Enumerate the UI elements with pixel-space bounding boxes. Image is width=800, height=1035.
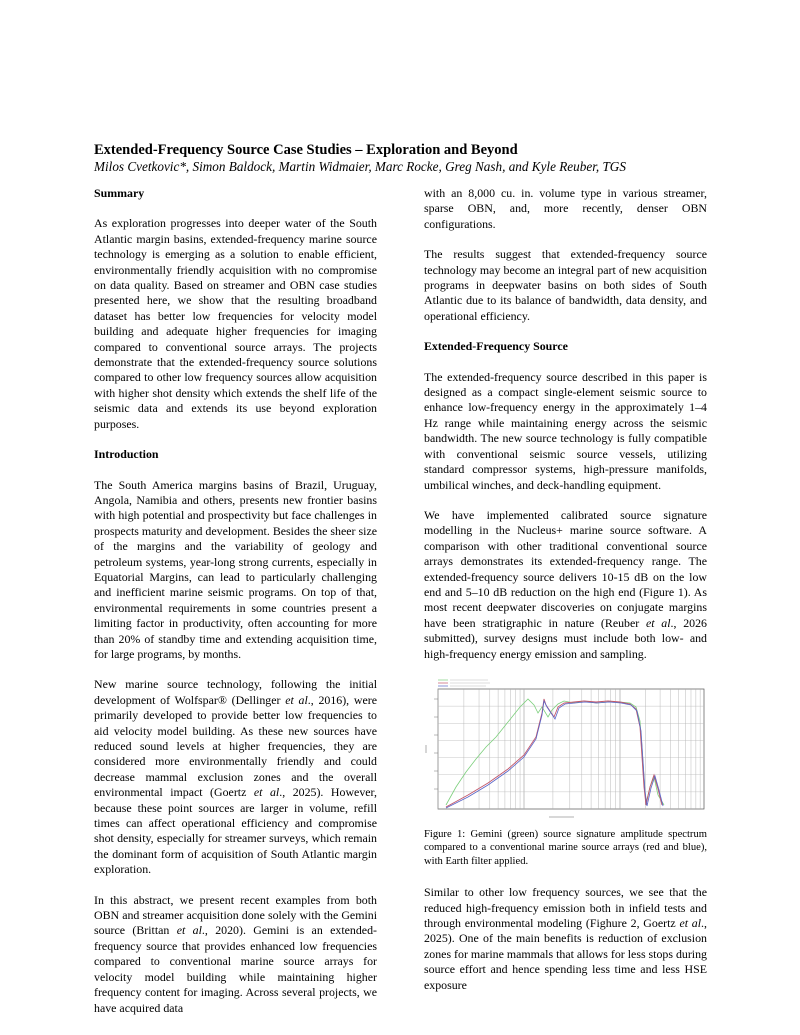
intro-paragraph-2: New marine source technology, following the initial development of Wolfspar® (Dellinger et al., 2016), were primarily developed to provide better low frequencies to aid velocity model building. As these new sources have reduced sound levels at higher frequencies, they are considered more environmentally friendly and could decrease mammal exclusion zones and the overall environmental impact (Goertz et al., 2025). However, because these point sources are larger in volume, refill times can affect operational efficiency and compromise shot density, especially for streamer surveys, which remain the dominant form of acquisition of South Atlantic margin exploration. — [94, 677, 377, 877]
chart-legend — [438, 680, 490, 686]
efs-paragraph: The extended-frequency source described in this paper is designed as a compact single-element seismic source to enhance low-frequency energy in the approximately 1–4 Hz range while maintaining energy across the seismic bandwidth. The new source technology is fully compatible with conventional seismic source vessels, utilizing standard compressor systems, high-pressure manifolds, umbilical winches, and deck-handling equipment. — [424, 369, 707, 492]
implementation-paragraph: We have implemented calibrated source signature modelling in the Nucleus+ marine source software. A comparison with other traditional conventional source arrays demonstrates its extended-frequency range. The extended-frequency source delivers 10-15 dB on the low end and 5–10 dB reduction on the high end (Figure 1). As most recent deepwater discoveries on conjugate margins have been stratigraphic in nature (Reuber et al., 2026 submitted), survey designs must include both low- and high-frequency energy emission and sampling. — [424, 507, 707, 661]
paper-title: Extended-Frequency Source Case Studies – Exploration and Beyond — [94, 142, 518, 158]
results-paragraph: The results suggest that extended-frequency source technology may become an integral part of new acquisition programs in deepwater basins on both sides of South Atlantic due to its balance of bandwidth, data density, and operational efficiency. — [424, 247, 707, 323]
summary-paragraph: As exploration progresses into deeper water of the South Atlantic margin basins, extended-frequency marine source technology is emerging as a solution to enable efficient, environmentally friendly acquisition with no compromise on data quality. Based on streamer and OBN case studies presented here, we show that the resulting broadband dataset has better low frequencies for velocity model building and adequate higher frequencies for imaging compared to conventional source arrays. The projects demonstrate that the extended-frequency source solutions compared to other low frequency sources allow acquisition with higher shot density which extends the shelf life of the seismic data and extends its use beyond exploration purposes. — [94, 216, 377, 431]
introduction-heading: Introduction — [94, 447, 159, 462]
figure-1-caption: Figure 1: Gemini (green) source signature amplitude spectrum compared to a conventional marine source arrays (red and blue), with Earth filter applied. — [424, 828, 707, 867]
y-axis-ticks — [426, 699, 438, 789]
left-column — [94, 186, 377, 1031]
intro-paragraph-3: In this abstract, we present recent examples from both OBN and streamer acquisition done solely with the Gemini source (Brittan et al., 2020). Gemini is an extended-frequency source that provides enhanced low frequencies compared to conventional marine source arrays for velocity model building while maintaining higher frequency content for imaging. Across several projects, we have acquired data — [94, 892, 377, 1015]
paper-authors: Milos Cvetkovic*, Simon Baldock, Martin Widmaier, Marc Rocke, Greg Nash, and Kyle Reuber, TGS — [94, 159, 626, 174]
spectrum-chart — [424, 677, 707, 822]
figure-1-spectrum-plot — [424, 677, 707, 822]
continued-paragraph: with an 8,000 cu. in. volume type in various streamer, sparse OBN, and, more recently, denser OBN configurations. — [424, 186, 707, 231]
summary-heading: Summary — [94, 186, 145, 200]
right-column — [424, 186, 707, 1008]
efs-heading: Extended-Frequency Source — [424, 339, 568, 354]
intro-paragraph-1: The South America margins basins of Brazil, Uruguay, Angola, Namibia and others, presents new frontier basins with high potential and prospectivity but face challenges in prospects maturity and development. Besides the sheer size of the margins and the variability of geology and petroleum systems, year-long strong currents, especially in Equatorial Margins, can lead to particularly challenging and inefficient marine seismic programs. On top of that, environmental requirements in some countries present a limiting factor in productivity, often accounting for more than 20% of standby time and extending acquisition time, for large programs, by months. — [94, 477, 377, 661]
similar-sources-paragraph: Similar to other low frequency sources, we see that the reduced high-frequency emission both in infield tests and through environmental modeling (Fighure 2, Goertz et al., 2025). One of the main benefits is reduction of exclusion zones for marine mammals that allows for less stops during source effort and hence spending less time and less HSE exposure — [424, 885, 708, 992]
